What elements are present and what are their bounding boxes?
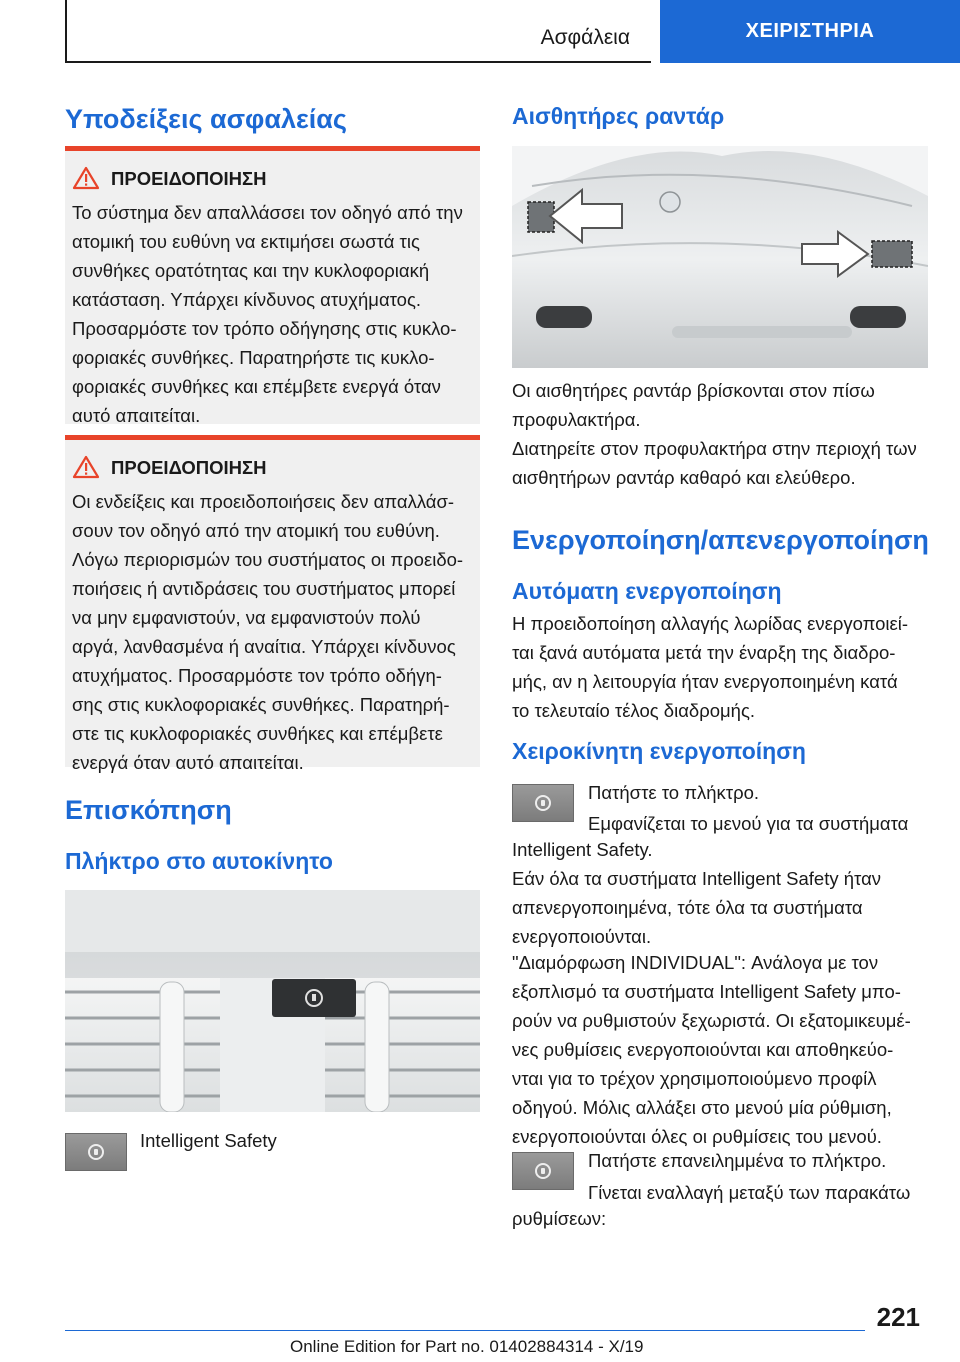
warning-line: συνθήκες ορατότητας και την κυκλοφοριακή bbox=[72, 260, 430, 281]
warning-line: ενεργά όταν αυτό απαιτείται. bbox=[72, 752, 304, 773]
warning-line: ατυχήματος. Προσαρμόστε τον τρόπο οδήγη- bbox=[72, 665, 442, 686]
warning-line: φοριακές συνθήκες και επέμβετε ενεργά όταν bbox=[72, 376, 441, 397]
edition-info: Online Edition for Part no. 01402884314 - X/19 bbox=[290, 1337, 644, 1356]
chapter-tab-label: ΧΕΙΡΙΣΤΗΡΙΑ bbox=[745, 20, 875, 42]
radar-sensors-heading: Αισθητήρες ραντάρ bbox=[512, 103, 725, 129]
text-line: Διατηρείτε στον προφυλακτήρα στην περιοχή των bbox=[512, 438, 917, 459]
warning-triangle-icon bbox=[72, 166, 100, 190]
warning-line: ατομική του ευθύνη να εκτιμήσει σωστά τις bbox=[72, 231, 420, 252]
text-line: εξοπλισμό τα συστήματα Intelligent Safety μπο- bbox=[512, 981, 901, 1002]
dashboard-button-photo bbox=[65, 890, 480, 1112]
text-line: οδηγού. Μόλις αλλάξει στο μενού μία ρύθμιση, bbox=[512, 1097, 892, 1118]
warning-line: να μην εμφανιστούν, να εμφανιστούν πολύ bbox=[72, 607, 421, 628]
individual-config-text bbox=[512, 948, 911, 1151]
warning-line: φοριακές συνθήκες. Παρατηρήστε τις κυκλο- bbox=[72, 347, 435, 368]
button-in-car-heading: Πλήκτρο στο αυτοκίνητο bbox=[65, 848, 333, 874]
text-line: Η προειδοποίηση αλλαγής λωρίδας ενεργοποιεί- bbox=[512, 613, 909, 634]
warning-triangle-icon bbox=[72, 455, 100, 479]
all-systems-text bbox=[512, 864, 881, 951]
warning-line: Το σύστημα δεν απαλλάσσει τον οδηγό από την bbox=[72, 202, 463, 223]
manual-step-1: Πατήστε το πλήκτρο. bbox=[588, 782, 760, 803]
warning-text bbox=[72, 198, 480, 430]
manual-step-1-result: Εμφανίζεται το μενού για τα συστήματα bbox=[588, 813, 909, 834]
manual-step-2-result-cont: ρυθμίσεων: bbox=[512, 1208, 607, 1229]
manual-activation-heading: Χειροκίνητη ενεργοποίηση bbox=[512, 738, 806, 764]
warning-line: Λόγω περιορισμών του συστήματος οι προειδο- bbox=[72, 549, 464, 570]
rear-bumper-photo bbox=[512, 146, 928, 368]
warning-title: ΠΡΟΕΙΔΟΠΟΙΗΣΗ bbox=[111, 168, 267, 189]
chapter-tab[interactable] bbox=[660, 0, 960, 63]
warning-line: Προσαρμόστε τον τρόπο οδήγησης στις κυκλο- bbox=[72, 318, 457, 339]
text-line: "Διαμόρφωση INDIVIDUAL": Ανάλογα με τον bbox=[512, 952, 879, 973]
text-line: νες ρυθμίσεις ενεργοποιούνται και αποθηκεύο- bbox=[512, 1039, 894, 1060]
text-line: Εάν όλα τα συστήματα Intelligent Safety ήταν bbox=[512, 868, 882, 889]
intelligent-safety-button-icon bbox=[512, 1152, 574, 1190]
activation-heading: Ενεργοποίηση/απενεργοποίηση bbox=[512, 525, 929, 555]
text-line: ται ξανά αυτόματα μετά την έναρξη της διαδρο- bbox=[512, 642, 896, 663]
text-line: ενεργοποιούνται. bbox=[512, 926, 652, 947]
page-number: 221 bbox=[876, 1302, 920, 1332]
manual-step-2-result: Γίνεται εναλλαγή μεταξύ των παρακάτω bbox=[588, 1182, 911, 1203]
overview-heading: Επισκόπηση bbox=[65, 795, 232, 825]
warning-line: Οι ενδείξεις και προειδοποιήσεις δεν απαλλάσ- bbox=[72, 491, 455, 512]
auto-activation-text bbox=[512, 609, 908, 725]
intelligent-safety-button-icon bbox=[512, 784, 574, 822]
text-line: νται για το τρέχον χρησιμοποιούμενο προφίλ bbox=[512, 1068, 877, 1089]
text-line: Οι αισθητήρες ραντάρ βρίσκονται στον πίσω bbox=[512, 380, 875, 401]
radar-location-text bbox=[512, 376, 875, 434]
warning-line: αργά, λανθασμένα ή αναίτια. Υπάρχει κίνδυνος bbox=[72, 636, 456, 657]
text-line: μής, αν η λειτουργία ήταν ενεργοποιημένη κατά bbox=[512, 671, 898, 692]
manual-step-2: Πατήστε επανειλημμένα το πλήκτρο. bbox=[588, 1150, 887, 1171]
text-line: απενεργοποιημένα, τότε όλα τα συστήματα bbox=[512, 897, 863, 918]
manual-step-1-result-cont: Intelligent Safety. bbox=[512, 839, 653, 860]
warning-box-2 bbox=[65, 435, 480, 773]
text-line: αισθητήρων ραντάρ καθαρό και ελεύθερο. bbox=[512, 467, 856, 488]
text-line: ρούν να ρυθμιστούν ξεχωριστά. Οι εξατομικευμέ- bbox=[512, 1010, 911, 1031]
warning-text bbox=[72, 487, 480, 777]
warning-line: αυτό απαιτείται. bbox=[72, 405, 201, 426]
warning-line: σουν τον οδηγό από την ατομική του ευθύνη. bbox=[72, 520, 440, 541]
warning-line: σης στις κυκλοφοριακές συνθήκες. Παρατηρή- bbox=[72, 694, 450, 715]
auto-activation-heading: Αυτόματη ενεργοποίηση bbox=[512, 578, 782, 604]
text-line: προφυλακτήρα. bbox=[512, 409, 641, 430]
intelligent-safety-button-icon bbox=[65, 1133, 127, 1171]
section-title: Ασφάλεια bbox=[540, 26, 630, 49]
warning-line: ποιήσεις ή αντιδράσεις του συστήματος μπορεί bbox=[72, 578, 456, 599]
warning-box-1 bbox=[65, 146, 480, 424]
intelligent-safety-label: Intelligent Safety bbox=[140, 1130, 277, 1151]
warning-line: κατάσταση. Υπάρχει κίνδυνος ατυχήματος. bbox=[72, 289, 422, 310]
warning-title: ΠΡΟΕΙΔΟΠΟΙΗΣΗ bbox=[111, 457, 267, 478]
footer-rule bbox=[65, 1330, 865, 1331]
warning-line: στε τις κυκλοφοριακές συνθήκες και επέμβετε bbox=[72, 723, 443, 744]
text-line: το τελευταίο τέλος διαδρομής. bbox=[512, 700, 756, 721]
text-line: ενεργοποιούνται όλες οι ρυθμίσεις του μενού. bbox=[512, 1126, 882, 1147]
safety-notes-heading: Υποδείξεις ασφαλείας bbox=[65, 104, 347, 134]
radar-keep-clean-text bbox=[512, 434, 917, 492]
